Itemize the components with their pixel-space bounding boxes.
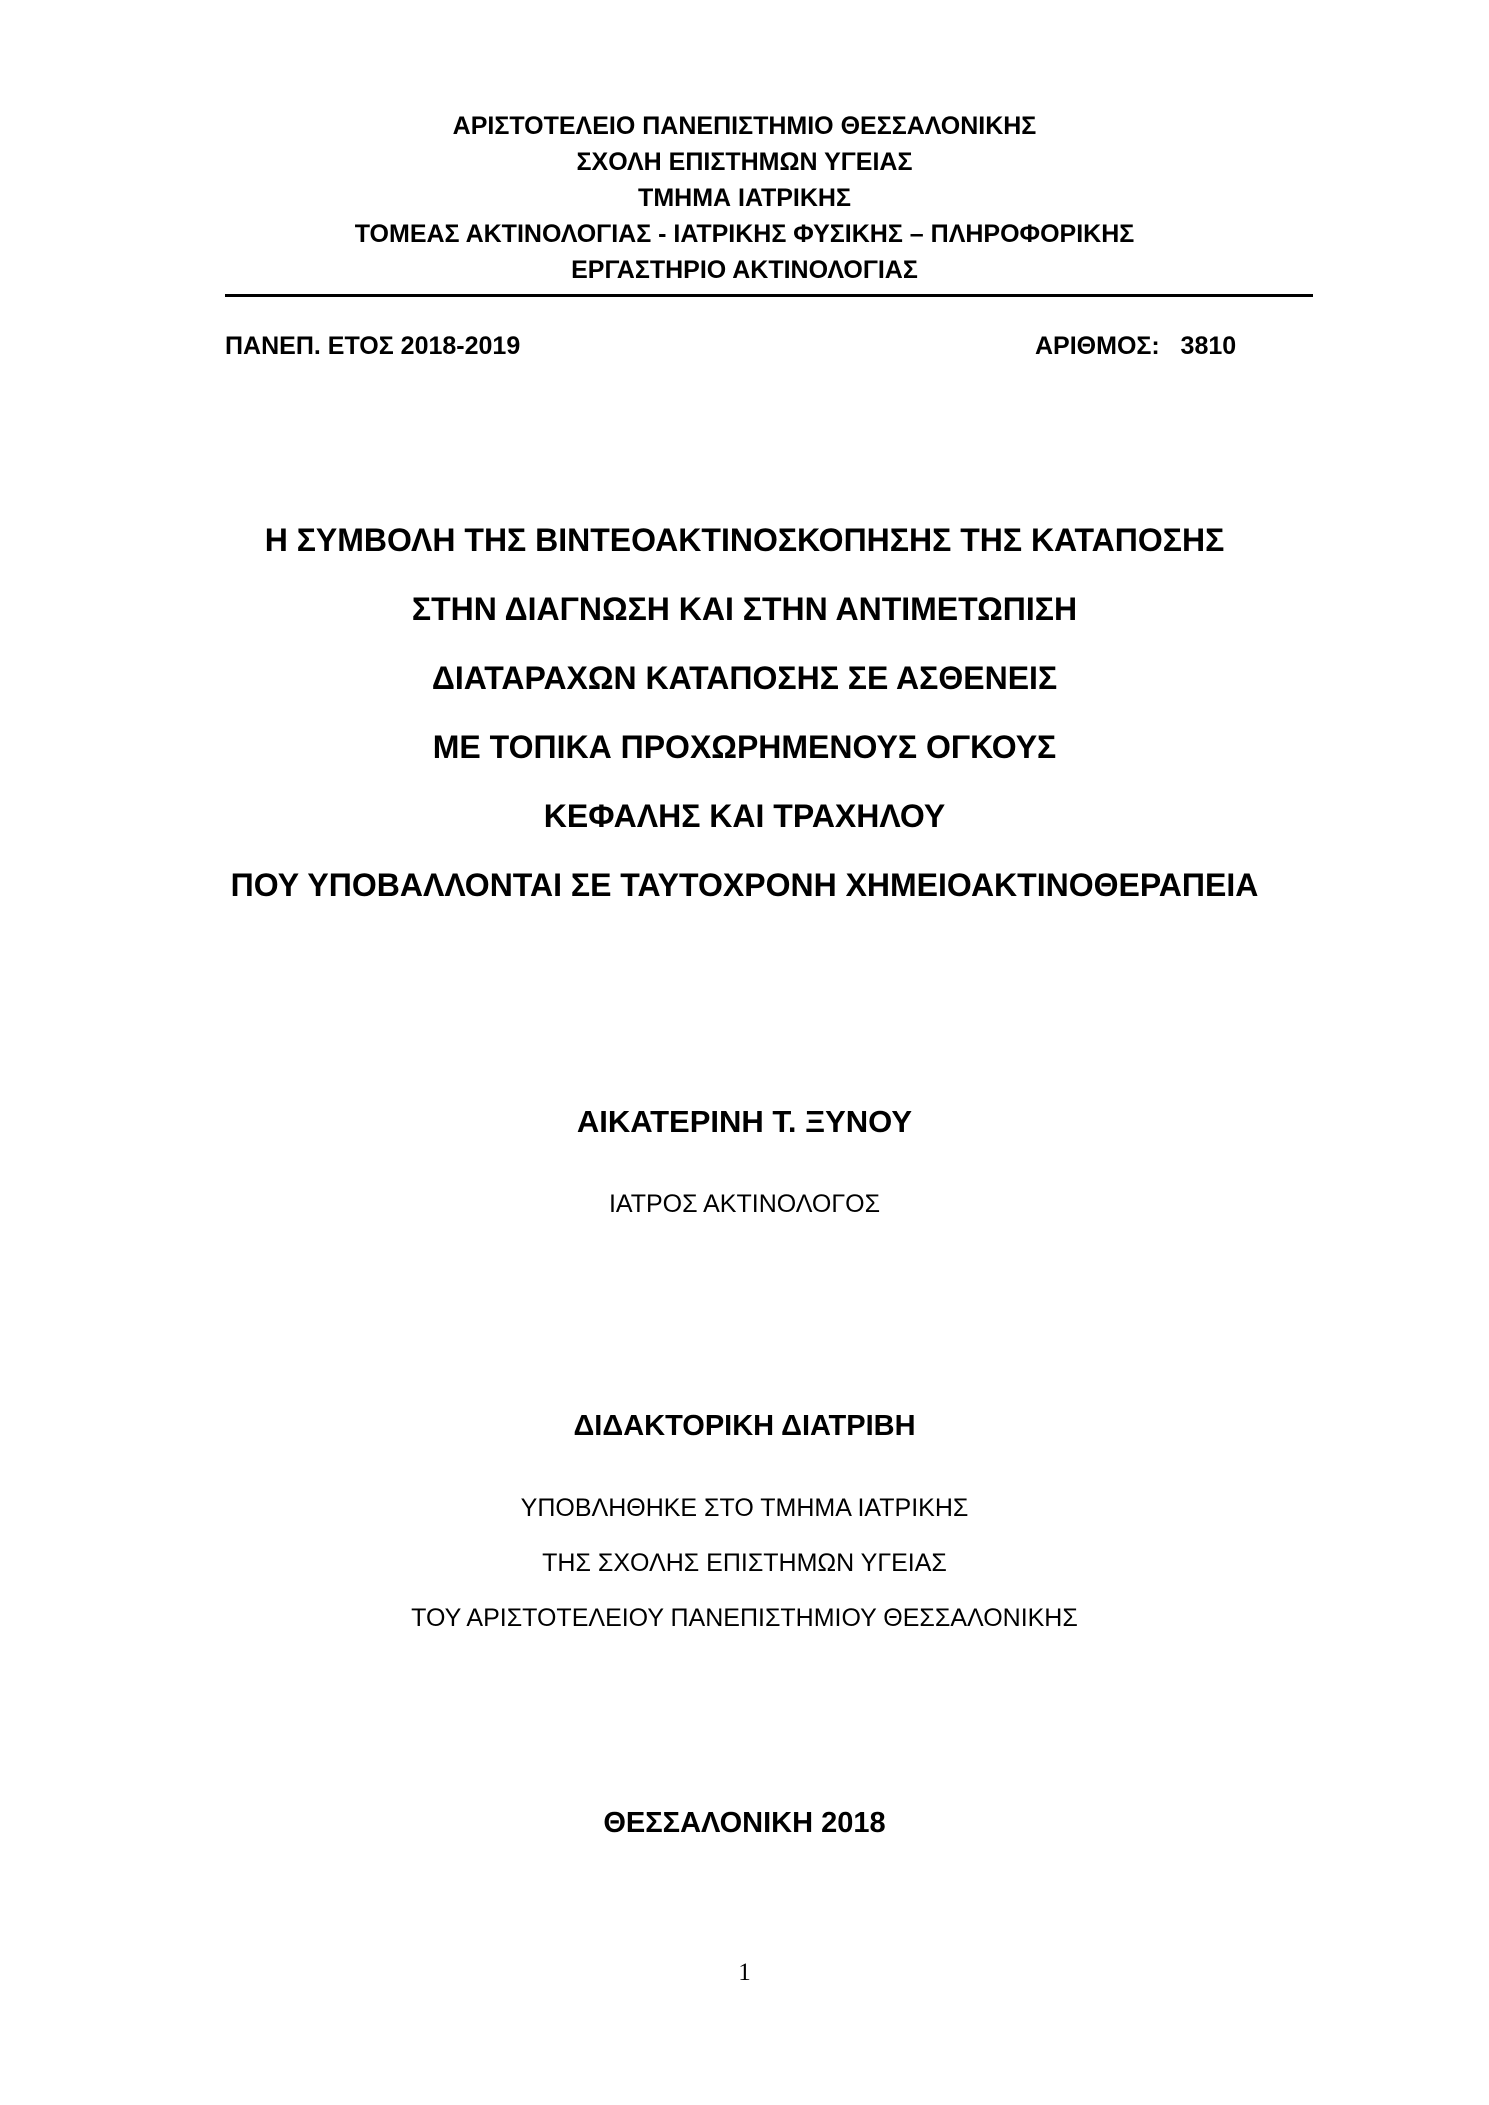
page-number: 1 xyxy=(738,1959,751,1986)
submission-line: ΤΟΥ ΑΡΙΣΤΟΤΕΛΕΙΟΥ ΠΑΝΕΠΙΣΤΗΜΙΟΥ ΘΕΣΣΑΛΟΝΙΚΗΣ xyxy=(411,1604,1078,1632)
university-name: ΑΡΙΣΤΟΤΕΛΕΙΟ ΠΑΝΕΠΙΣΤΗΜΙΟ ΘΕΣΣΑΛΟΝΙΚΗΣ xyxy=(452,112,1037,140)
place-year: ΘΕΣΣΑΛΟΝΙΚΗ 2018 xyxy=(603,1807,886,1839)
title-line: ΣΤΗΝ ΔΙΑΓΝΩΣΗ ΚΑΙ ΣΤΗΝ ΑΝΤΙΜΕΤΩΠΙΣΗ xyxy=(411,591,1078,627)
academic-year: ΠΑΝΕΠ. ΕΤΟΣ 2018-2019 xyxy=(225,332,521,360)
header-divider xyxy=(225,294,1313,297)
submission-line: ΥΠΟΒΛΗΘΗΚΕ ΣΤΟ ΤΜΗΜΑ ΙΑΤΡΙΚΗΣ xyxy=(520,1494,969,1522)
submission-line: ΤΗΣ ΣΧΟΛΗΣ ΕΠΙΣΤΗΜΩΝ ΥΓΕΙΑΣ xyxy=(542,1549,947,1577)
institution-header xyxy=(0,108,1489,288)
thesis-title xyxy=(0,516,1489,930)
title-line: ΠΟΥ ΥΠΟΒΑΛΛΟΝΤΑΙ ΣΕ ΤΑΥΤΟΧΡΟΝΗ ΧΗΜΕΙΟΑΚΤΙΝΟΘΕΡΑΠΕΙΑ xyxy=(230,867,1259,903)
department-name: ΤΜΗΜΑ ΙΑΤΡΙΚΗΣ xyxy=(638,184,851,212)
laboratory-name: ΕΡΓΑΣΤΗΡΙΟ ΑΚΤΙΝΟΛΟΓΙΑΣ xyxy=(571,256,918,284)
author-role: ΙΑΤΡΟΣ ΑΚΤΙΝΟΛΟΓΟΣ xyxy=(608,1190,881,1218)
sector-name: ΤΟΜΕΑΣ ΑΚΤΙΝΟΛΟΓΙΑΣ - ΙΑΤΡΙΚΗΣ ΦΥΣΙΚΗΣ – ΠΛΗΡΟΦΟΡΙΚΗΣ xyxy=(354,220,1135,248)
title-line: ΜΕ ΤΟΠΙΚΑ ΠΡΟΧΩΡΗΜΕΝΟΥΣ ΟΓΚΟΥΣ xyxy=(432,729,1057,765)
title-line: ΚΕΦΑΛΗΣ ΚΑΙ ΤΡΑΧΗΛΟΥ xyxy=(543,798,946,834)
school-name: ΣΧΟΛΗ ΕΠΙΣΤΗΜΩΝ ΥΓΕΙΑΣ xyxy=(576,148,913,176)
submission-statement xyxy=(0,1490,1489,1655)
author-name: ΑΙΚΑΤΕΡΙΝΗ Τ. ΞΥΝΟΥ xyxy=(576,1104,913,1139)
title-line: Η ΣΥΜΒΟΛΗ ΤΗΣ ΒΙΝΤΕΟΑΚΤΙΝΟΣΚΟΠΗΣΗΣ ΤΗΣ ΚΑΤΑΠΟΣΗΣ xyxy=(264,522,1225,558)
title-line: ΔΙΑΤΑΡΑΧΩΝ ΚΑΤΑΠΟΣΗΣ ΣΕ ΑΣΘΕΝΕΙΣ xyxy=(431,660,1058,696)
thesis-number: ΑΡΙΘΜΟΣ: 3810 xyxy=(1035,332,1237,360)
thesis-type: ΔΙΔΑΚΤΟΡΙΚΗ ΔΙΑΤΡΙΒΗ xyxy=(573,1410,916,1442)
